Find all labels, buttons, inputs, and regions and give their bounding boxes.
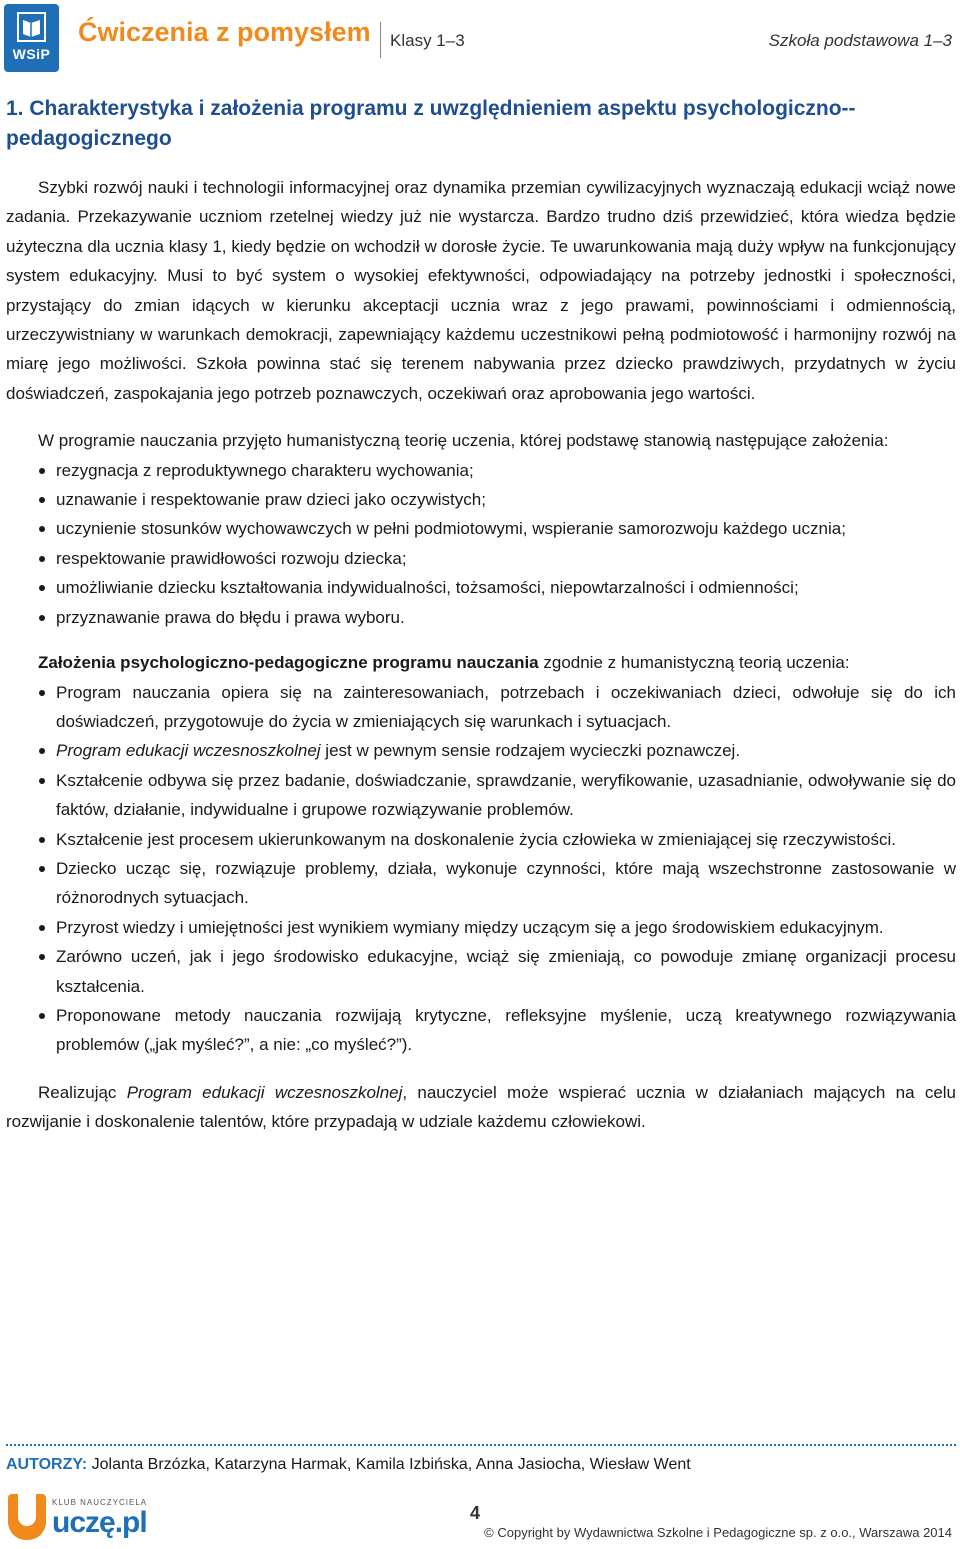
list-item: Kształcenie jest procesem ukierunkowanym na doskonalenie życia człowieka w zmieniającej się rzeczywistości. [56,825,956,854]
list-item: Przyrost wiedzy i umiejętności jest wynikiem wymiany między uczącym się a jego środowiskiem edukacyjnym. [56,913,956,942]
school-level: Szkoła podstawowa 1–3 [768,31,952,50]
paragraph-closing: Realizując Program edukacji wczesnoszkolnej, nauczyciel może wspierać ucznia w działaniach mających na celu rozwijanie i doskonalenie talentów, które przypadają w udziale każdemu człowiekowi. [6,1082,957,1132]
page-number: 4 [470,1503,481,1523]
section-title: 1. Charakterystyka i założenia programu z uwzględnieniem aspektu psychologiczno--pedagogicznego [6,97,856,150]
ucze-logo-icon [8,1494,46,1540]
list-item: rezygnacja z reproduktywnego charakteru wychowania; [56,456,956,485]
main-content [6,94,956,1137]
principles-text: zgodnie z humanistyczną teorią uczenia: [538,653,850,673]
publisher-name: WSiP [12,46,51,62]
ucze-pl-logo [8,1494,158,1546]
principles-heading: Założenia psychologiczno-pedagogiczne programu nauczania [38,653,539,673]
list-item: respektowanie prawidłowości rozwoju dziecka; [56,544,956,573]
copyright-notice: © Copyright by Wydawnictwa Szkolne i Pedagogiczne sp. z o.o., Warszawa 2014 [484,1525,952,1540]
grade-range: Klasy 1–3 [390,31,465,50]
header-divider [380,22,381,58]
page-header [0,0,960,78]
book-icon [17,12,46,42]
club-name: uczę.pl [52,1506,147,1539]
list-item: Program nauczania opiera się na zainteresowaniach, potrzebach i oczekiwaniach dzieci, odwołuje się do ich doświadczeń, przygotowuje do życia w zmieniających się warunkach i sytuacjach. [56,678,956,737]
series-title: Ćwiczenia z pomysłem [78,17,371,47]
authors-label: AUTORZY: [6,1456,88,1473]
club-label: KLUB NAUCZYCIELA [52,1498,148,1507]
list-item: uznawanie i respektowanie praw dzieci jako oczywistych; [56,485,956,514]
program-name: Program edukacji wczesnoszkolnej [56,741,321,761]
list-item: Zarówno uczeń, jak i jego środowisko edukacyjne, wciąż się zmieniają, co powoduje zmianę organizacji procesu kształcenia. [56,942,956,1001]
paragraph-theory: W programie nauczania przyjęto humanistyczną teorię uczenia, której podstawę stanowią następujące założenia: [38,431,889,451]
assumptions-list [6,456,956,632]
list-item: Kształcenie odbywa się przez badanie, doświadczanie, sprawdzanie, weryfikowanie, uzasadnianie, odwoływanie się do faktów, działanie, indywidualne i grupowe rozwiązywanie problemów. [56,766,956,825]
list-item: Dziecko ucząc się, rozwiązuje problemy, działa, wykonuje czynności, które mają wszechstronne zastosowanie w różnorodnych sytuacjach. [56,854,956,913]
list-item: umożliwianie dziecku kształtowania indywidualności, tożsamości, niepowtarzalności i odmienności; [56,573,956,602]
program-name: Program edukacji wczesnoszkolnej [126,1082,403,1102]
list-item: uczynienie stosunków wychowawczych w pełni podmiotowymi, wspieranie samorozwoju każdego ucznia; [56,514,956,543]
principles-list [6,678,956,1060]
authors-names: Jolanta Brzózka, Katarzyna Harmak, Kamila Izbińska, Anna Jasiocha, Wiesław Went [87,1456,691,1473]
list-item: przyznawanie prawa do błędu i prawa wyboru. [56,603,956,632]
footer-divider [6,1444,956,1446]
authors-line [6,1456,691,1474]
list-item: Program edukacji wczesnoszkolnej jest w pewnym sensie rodzajem wycieczki poznawczej. [56,736,956,765]
list-item: Proponowane metody nauczania rozwijają krytyczne, refleksyjne myślenie, uczą kreatywnego rozwiązywania problemów („jak myśleć?”, a nie: „co myśleć?”). [56,1001,956,1060]
wsip-logo [4,4,59,72]
paragraph-intro: Szybki rozwój nauki i technologii informacyjnej oraz dynamika przemian cywilizacyjnych wyznaczają edukacji wciąż nowe zadania. Przekazywanie uczniom rzetelnej wiedzy już nie wystarcza. Bardzo trudno dziś przewidzieć, która wiedza będzie użyteczna dla ucznia klasy 1, kiedy będzie on wchodził w dorosłe życie. Te uwarunkowania mają duży wpływ na funkcjonujący system edukacyjny. Musi to być system o wysokiej efektywności, odpowiadający na potrzeby jednostki i społeczności, przystający do zmian idących w kierunku akceptacji ucznia wraz z jego prawami, powinnościami i odmiennością, urzeczywistniany w warunkach demokracji, zapewniający każdemu uczestnikowi pełną podmiotowość i harmonijny rozwój na miarę jego możliwości. Szkoła powinna stać się terenem nabywania przez dziecko prawdziwych, przydatnych w życiu doświadczeń, zaspokajania jego potrzeb poznawczych, oczekiwań oraz aprobowania jego wartości. [6,178,956,403]
paragraph-principles [6,648,956,677]
